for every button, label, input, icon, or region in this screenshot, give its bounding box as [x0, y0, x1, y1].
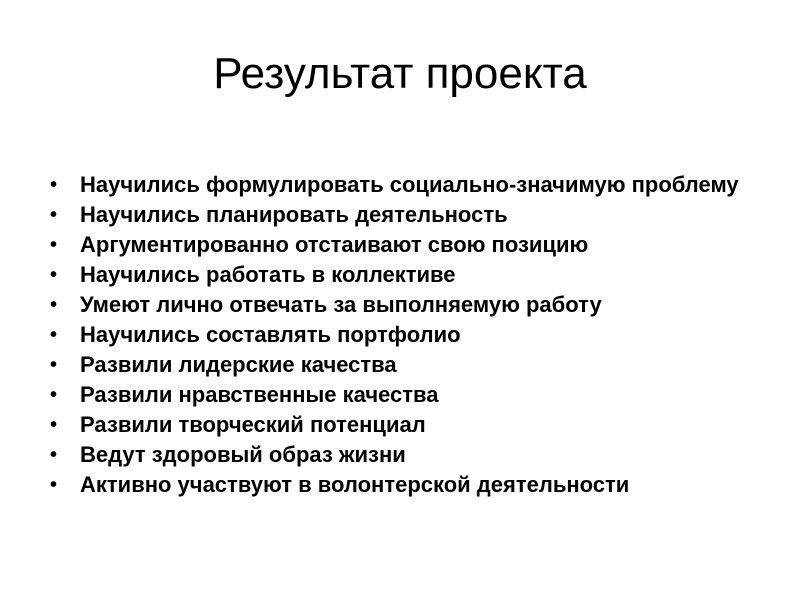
bullet-text: Ведут здоровый образ жизни — [80, 442, 406, 467]
bullet-text: Научились составлять портфолио — [80, 322, 461, 347]
list-item — [50, 322, 770, 348]
list-item — [50, 442, 770, 468]
bullet-text: Развили творческий потенциал — [80, 412, 426, 437]
bullet-text: Активно участвуют в волонтерской деятельности — [80, 472, 630, 497]
list-item — [50, 382, 770, 408]
list-item — [50, 292, 770, 318]
bullet-text: Научились формулировать социально-значимую проблему — [80, 172, 739, 197]
list-item — [50, 262, 770, 288]
bullet-list — [50, 172, 770, 502]
bullet-icon: • — [50, 324, 58, 346]
bullet-icon: • — [50, 174, 58, 196]
list-item — [50, 232, 770, 258]
bullet-text: Аргументированно отстаивают свою позицию — [80, 232, 589, 257]
slide-title: Результат проекта — [213, 49, 587, 98]
bullet-text: Развили лидерские качества — [80, 352, 397, 377]
bullet-icon: • — [50, 264, 58, 286]
bullet-icon: • — [50, 234, 58, 256]
bullet-icon: • — [50, 294, 58, 316]
list-item — [50, 172, 770, 198]
bullet-icon: • — [50, 204, 58, 226]
bullet-icon: • — [50, 444, 58, 466]
bullet-icon: • — [50, 474, 58, 496]
list-item — [50, 472, 770, 498]
bullet-text: Научились работать в коллективе — [80, 262, 456, 287]
bullet-icon: • — [50, 354, 58, 376]
bullet-text: Умеют лично отвечать за выполняемую работу — [80, 292, 602, 317]
bullet-text: Развили нравственные качества — [80, 382, 439, 407]
bullet-icon: • — [50, 384, 58, 406]
list-item — [50, 412, 770, 438]
list-item — [50, 352, 770, 378]
bullet-icon: • — [50, 414, 58, 436]
list-item — [50, 202, 770, 228]
bullet-text: Научились планировать деятельность — [80, 202, 508, 227]
